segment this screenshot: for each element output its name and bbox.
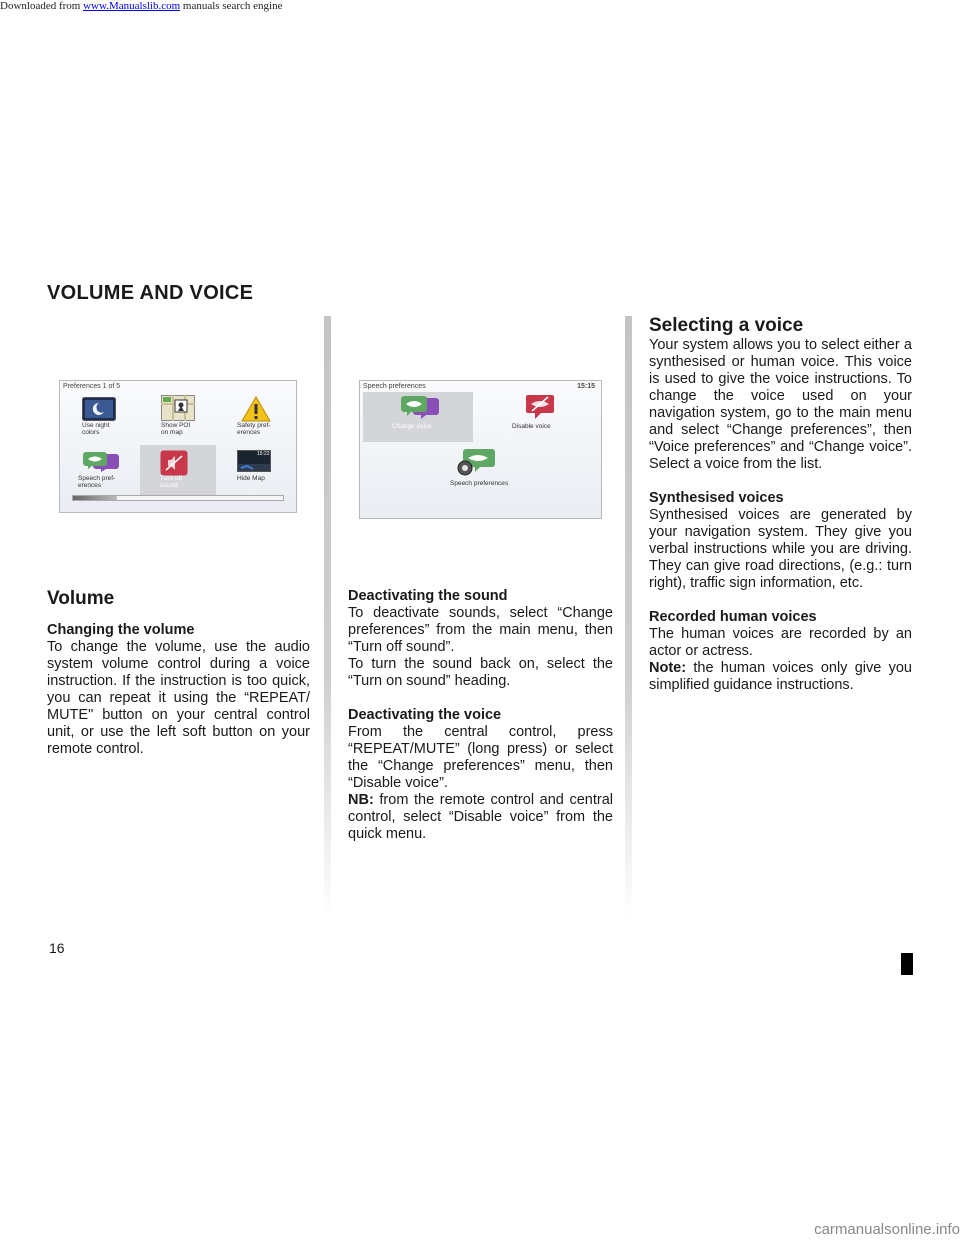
- poi-map-icon[interactable]: [161, 395, 195, 421]
- tile-label-speech-preferences: Speech preferences: [450, 480, 509, 487]
- warning-icon[interactable]: [241, 396, 271, 422]
- volume-heading: Volume: [47, 588, 115, 609]
- manualslib-link[interactable]: www.Manualslib.com: [83, 0, 181, 12]
- note-paragraph: [649, 660, 912, 694]
- tile-label-turn-off-sound: Turn off sound: [160, 475, 183, 489]
- tile-label-speech-prefs: Speech pref- erences: [78, 475, 116, 489]
- turn-off-sound-tile[interactable]: [140, 445, 216, 495]
- deactivating-voice-subheading: Deactivating the voice: [348, 707, 502, 723]
- tile-label-disable-voice: Disable voice: [512, 423, 551, 430]
- column-divider-left: [324, 316, 331, 920]
- changing-volume-text: To change the volume, use the audio system volume control during a voice instruction. If the instruction is too quick, you can repeat it using the “REPEAT/ MUTE" button on your central control unit, or use the left soft button on your remote control.: [47, 639, 310, 757]
- selecting-voice-heading: Selecting a voice: [649, 315, 804, 336]
- mute-icon: [160, 450, 188, 476]
- synthesised-voices-text: Synthesised voices are generated by your navigation system. They give you verbal instructions while you are driving. They can give road directions, (e.g.: turn right), traffic sign information, etc.: [649, 507, 912, 591]
- note-label: Note:: [649, 660, 687, 676]
- selecting-voice-section: [649, 337, 912, 694]
- speech-settings-icon[interactable]: [456, 448, 496, 478]
- map-time-label: 15:22: [257, 451, 270, 457]
- page-number: 16: [49, 940, 65, 956]
- speech-icon[interactable]: [82, 451, 120, 473]
- banner-suffix: manuals search engine: [182, 0, 283, 12]
- nb-text: from the remote control and central control, select “Disable voice” from the quick menu.: [348, 792, 613, 842]
- tile-label-show-poi: Show POI on map: [161, 422, 191, 436]
- deactivation-section: [348, 588, 613, 843]
- deactivating-voice-text: From the central control, press “REPEAT/MUTE” (long press) or select the “Change preferences” menu, then “Disable voice”.: [348, 724, 613, 791]
- volume-section: [47, 622, 310, 758]
- changing-volume-subheading: Changing the volume: [47, 622, 195, 638]
- note-text: the human voices only give you simplified guidance instructions.: [649, 660, 912, 693]
- tile-label-change-voice: Change voice: [392, 423, 432, 430]
- human-voices-subheading: Recorded human voices: [649, 609, 817, 625]
- turn-on-sound-text: To turn the sound back on, select the “Turn on sound” heading.: [348, 656, 613, 689]
- nb-label: NB:: [348, 792, 374, 808]
- nb-paragraph: [348, 792, 613, 843]
- banner-prefix: Downloaded from: [0, 0, 81, 12]
- speech-screen-time: 15:15: [577, 383, 595, 390]
- speech-preferences-screen: [359, 380, 602, 519]
- preferences-screen-title: Preferences 1 of 5: [63, 383, 121, 390]
- preferences-scrollbar[interactable]: [72, 495, 284, 501]
- tile-label-safety: Safety pref- erences: [237, 422, 271, 436]
- scrollbar-thumb[interactable]: [73, 496, 117, 500]
- human-voices-text: The human voices are recorded by an actor or actress.: [649, 626, 912, 659]
- speech-icon: [400, 395, 440, 421]
- moon-icon[interactable]: [82, 397, 116, 421]
- deactivating-sound-text: To deactivate sounds, select “Change preferences” from the main menu, then “Turn off sound”.: [348, 605, 613, 655]
- preferences-screen: [59, 380, 297, 513]
- download-banner: [0, 0, 282, 12]
- page-title: VOLUME AND VOICE: [47, 282, 254, 304]
- column-divider-right: [625, 316, 632, 920]
- speech-screen-title: Speech preferences: [363, 383, 426, 390]
- deactivating-sound-subheading: Deactivating the sound: [348, 588, 508, 604]
- selecting-voice-text: Your system allows you to select either a synthesised or human voice. This voice is used to give the voice instructions. To change the voice used on your navigation system, go to the main menu and select “Change preferences”, then “Voice preferences” and “Change voice”. Select a voice from the list.: [649, 337, 912, 472]
- synthesised-voices-subheading: Synthesised voices: [649, 490, 784, 506]
- watermark: carmanualsonline.info: [814, 1221, 960, 1238]
- tile-label-night-colors: Use night colors: [82, 422, 110, 436]
- change-voice-tile[interactable]: [363, 392, 473, 442]
- page-edge-marker: [901, 953, 913, 975]
- disable-voice-icon[interactable]: [525, 394, 555, 420]
- tile-label-hide-map: Hide Map: [237, 475, 265, 482]
